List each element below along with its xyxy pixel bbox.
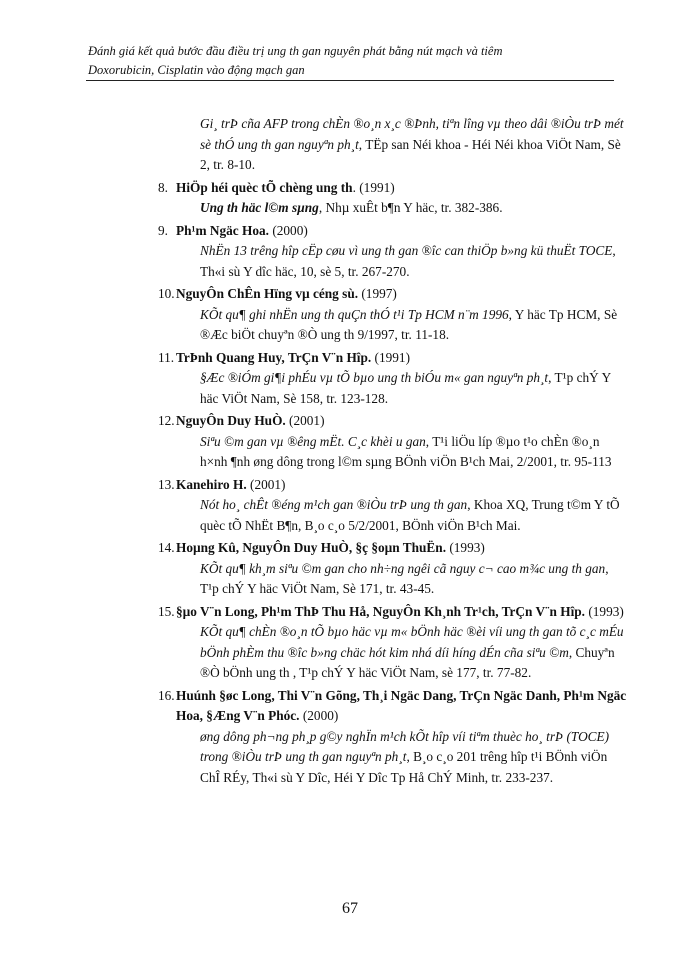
reference-year: (1993) (446, 540, 485, 555)
running-header (88, 42, 608, 80)
reference-number: 14. (158, 540, 175, 555)
reference-item (158, 284, 630, 346)
reference-publication: , T¹i liÖu líp ®µo t¹o chÈn ®o¸n h×nh ¶nh øng dông trong l©m sµng BÖnh viÖn B¹ch Mai, 2/2001, tr. 95-113 (200, 433, 612, 469)
reference-number: 8. (158, 179, 168, 195)
reference-publication: , T¹p chÝ Y häc ViÖt Nam, Sè 171, tr. 43-45. (200, 560, 609, 596)
reference-authors: Ph¹m Ngäc Hoa. (176, 222, 269, 238)
reference-year: (2001) (285, 413, 325, 428)
reference-item (158, 221, 630, 283)
reference-number: 10. (158, 286, 175, 301)
reference-list (158, 114, 630, 788)
reference-item (158, 602, 630, 684)
continued-pub: , TËp san Néi khoa - Héi Néi khoa ViÖt Nam, Sè 2, tr. 8-10. (200, 136, 621, 172)
reference-number: 12. (158, 413, 175, 428)
reference-item (158, 178, 630, 219)
reference-publication: , Th«i sù Y dîc häc, 10, sè 5, tr. 267-270. (200, 243, 616, 279)
reference-authors: Hoµng Kû, NguyÔn Duy HuÒ, §ç §oµn ThuËn. (176, 540, 447, 555)
reference-authors: Kanehiro H. (176, 476, 247, 492)
header-rule (86, 80, 614, 81)
reference-title: NhËn 13 trêng hîp cËp cøu vì ung th gan ®îc can thiÖp b»ng kü thuËt TOCE (200, 243, 613, 258)
reference-publication: , Khoa XQ, Trung t©m Y tÕ quèc tÕ NhËt B¶n, B¸o c¸o 5/2/2001, BÖnh viÖn B¹ch Mai. (200, 497, 620, 533)
reference-number: 15. (158, 603, 175, 619)
reference-title: Siªu ©m gan vµ ®êng mËt. C¸c khèi u gan (200, 433, 426, 449)
reference-title: §Æc ®iÓm gi¶i phÉu vµ tÕ bµo ung th biÓu m« gan nguyªn ph¸t (200, 370, 549, 385)
reference-item (158, 686, 630, 789)
reference-year: . (1991) (352, 179, 395, 195)
reference-title: KÕt qu¶ chÈn ®o¸n tÕ bµo häc vµ m« bÖnh häc ®èi víi ung th gan tõ c¸c mÉu bÖnh phÈm thu ®îc b»ng chäc hót kim nhá díi híng dÉn cña siªu ©m (200, 624, 624, 660)
page-number: 67 (342, 900, 358, 917)
reference-authors: NguyÔn ChÊn Hïng vµ céng sù. (176, 286, 359, 301)
reference-authors: TrÞnh Quang Huy, TrÇn V¨n Hîp. (176, 349, 372, 365)
reference-item (158, 348, 630, 410)
reference-year: (1997) (358, 286, 397, 301)
reference-year: (2000) (299, 708, 339, 723)
reference-year: (2001) (246, 476, 286, 492)
reference-title: KÕt qu¶ kh¸m siªu ©m gan cho nh÷ng ngêi cã nguy c¬ cao m¾c ung th gan (200, 560, 606, 576)
continued-reference (158, 114, 630, 176)
reference-publication: , Y häc Tp HCM, Sè ®Æc biÖt chuyªn ®Ò ung th 9/1997, tr. 11-18. (200, 306, 618, 342)
reference-title: øng dông ph¬ng ph¸p g©y nghÏn m¹ch kÕt hîp víi tiªm thuèc ho¸ trÞ (TOCE) trong ®iÒu trÞ ung th gan nguyªn ph¸t (200, 728, 610, 764)
reference-number: 9. (158, 222, 168, 238)
reference-number: 13. (158, 476, 175, 492)
reference-authors: NguyÔn Duy HuÒ. (176, 413, 286, 428)
reference-title: Ung th häc l©m sµng (200, 200, 319, 215)
reference-publication: , Chuyªn ®Ò bÖnh ung th , T¹p chÝ Y häc ViÖt Nam, sè 177, tr. 77-82. (200, 644, 615, 680)
reference-year: (1993) (585, 603, 624, 619)
reference-publication: , Nhµ xuÊt b¶n Y häc, tr. 382-386. (318, 200, 503, 215)
reference-item (158, 411, 630, 473)
reference-number: 11. (158, 349, 175, 365)
reference-year: (2000) (269, 222, 308, 238)
header-line-2: Doxorubicin, Cisplatin vào động mạch gan (88, 63, 305, 77)
reference-number: 16. (158, 687, 175, 703)
reference-title: Nót ho¸ chÊt ®éng m¹ch gan ®iÒu trÞ ung th gan (200, 497, 468, 512)
reference-authors: Huúnh §øc Long, Thi V¨n Gõng, Th¸i Ngäc Dang, TrÇn Ngäc Danh, Ph¹m Ngäc Hoa, §Æng V¨n Phóc. (176, 687, 627, 723)
reference-title: KÕt qu¶ ghi nhËn ung th quÇn thÓ t¹i Tp HCM n¨m 1996 (200, 306, 509, 322)
reference-publication: , T¹p chÝ Y häc ViÖt Nam, Sè 158, tr. 123-128. (200, 370, 611, 406)
reference-authors: HiÖp héi quèc tÕ chèng ung th (176, 179, 353, 195)
reference-authors: §µo V¨n Long, Ph¹m ThÞ Thu Hå, NguyÔn Kh¸nh Tr¹ch, TrÇn V¨n Hîp. (176, 603, 586, 619)
reference-year: (1991) (371, 349, 410, 365)
reference-item (158, 475, 630, 537)
reference-item (158, 538, 630, 600)
header-line-1: Đánh giá kết quả bước đầu điều trị ung th gan nguyên phát bằng nút mạch và tiêm (88, 44, 503, 58)
continued-title: Gi¸ trÞ cña AFP trong chÈn ®o¸n x¸c ®Þnh, tiªn lîng vµ theo dâi ®iÒu trÞ mét sè thÓ ung th gan nguyªn ph¸t (200, 116, 624, 152)
reference-publication: , B¸o c¸o 201 trêng hîp t¹i BÖnh viÖn ChÎ RÉy, Th«i sù Y Dîc, Héi Y Dîc Tp Hå ChÝ Minh, tr. 233-237. (200, 749, 608, 785)
